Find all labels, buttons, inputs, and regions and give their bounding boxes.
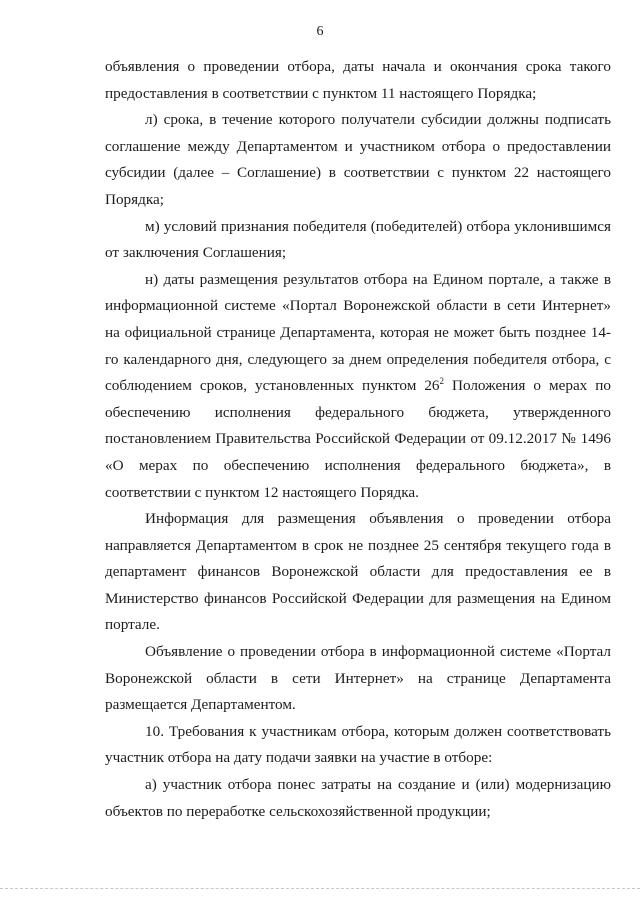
paragraph-item-n-text: н) даты размещения результатов отбора на Едином портале, а также в информационной системе «Портал Воронежской области в сети Интернет» на официальной странице Департамента, которая не может быть позднее 14-го календарного дня, следующего за днем определения победителя отбора, с соблюдением сроков, установленных пунктом 26 [105, 270, 611, 395]
paragraph-item-a: а) участник отбора понес затраты на создание и (или) модернизацию объектов по переработке сельскохозяйственной продукции; [105, 776, 611, 820]
paragraph-item-10: 10. Требования к участникам отбора, которым должен соответствовать участник отбора на дату подачи заявки на участие в отборе: [105, 722, 611, 767]
document-body [105, 54, 611, 825]
paragraph-item-n-tail: Положения о мерах по обеспечению исполнения федерального бюджета, утвержденного постановлением Правительства Российской Федерации от 09.12.2017 № 1496 «О мерах по обеспечению исполнения федерального бюджета», в соответствии с пунктом 12 настоящего Порядка. [105, 377, 611, 501]
paragraph-item-l: л) срока, в течение которого получатели субсидии должны подписать соглашение между Департаментом и участником отбора о предоставлении субсидии (далее – Соглашение) в соответствии с пунктом 22 настоящего Порядка; [105, 111, 611, 208]
paragraph-info-submission: Информация для размещения объявления о проведении отбора направляется Департаментом в срок не позднее 25 сентября текущего года в департамент финансов Воронежской области для предоставления ее в Министерство финансов Российской Федерации для размещения на Едином портале. [105, 510, 611, 634]
page-number: 6 [316, 24, 324, 39]
superscript-mark: 2 [439, 376, 444, 387]
paragraph-item-n [105, 267, 611, 506]
paragraph-item-m: м) условий признания победителя (победителей) отбора уклонившимся от заключения Соглашения; [105, 217, 611, 262]
page-bottom-rule [0, 888, 640, 889]
paragraph-intro-continuation: объявления о проведении отбора, даты начала и окончания срока такого предоставления в соответствии с пунктом 11 настоящего Порядка; [105, 58, 611, 102]
paragraph-announcement-placement: Объявление о проведении отбора в информационной системе «Портал Воронежской области в сети Интернет» на странице Департамента размещается Департаментом. [105, 643, 611, 714]
